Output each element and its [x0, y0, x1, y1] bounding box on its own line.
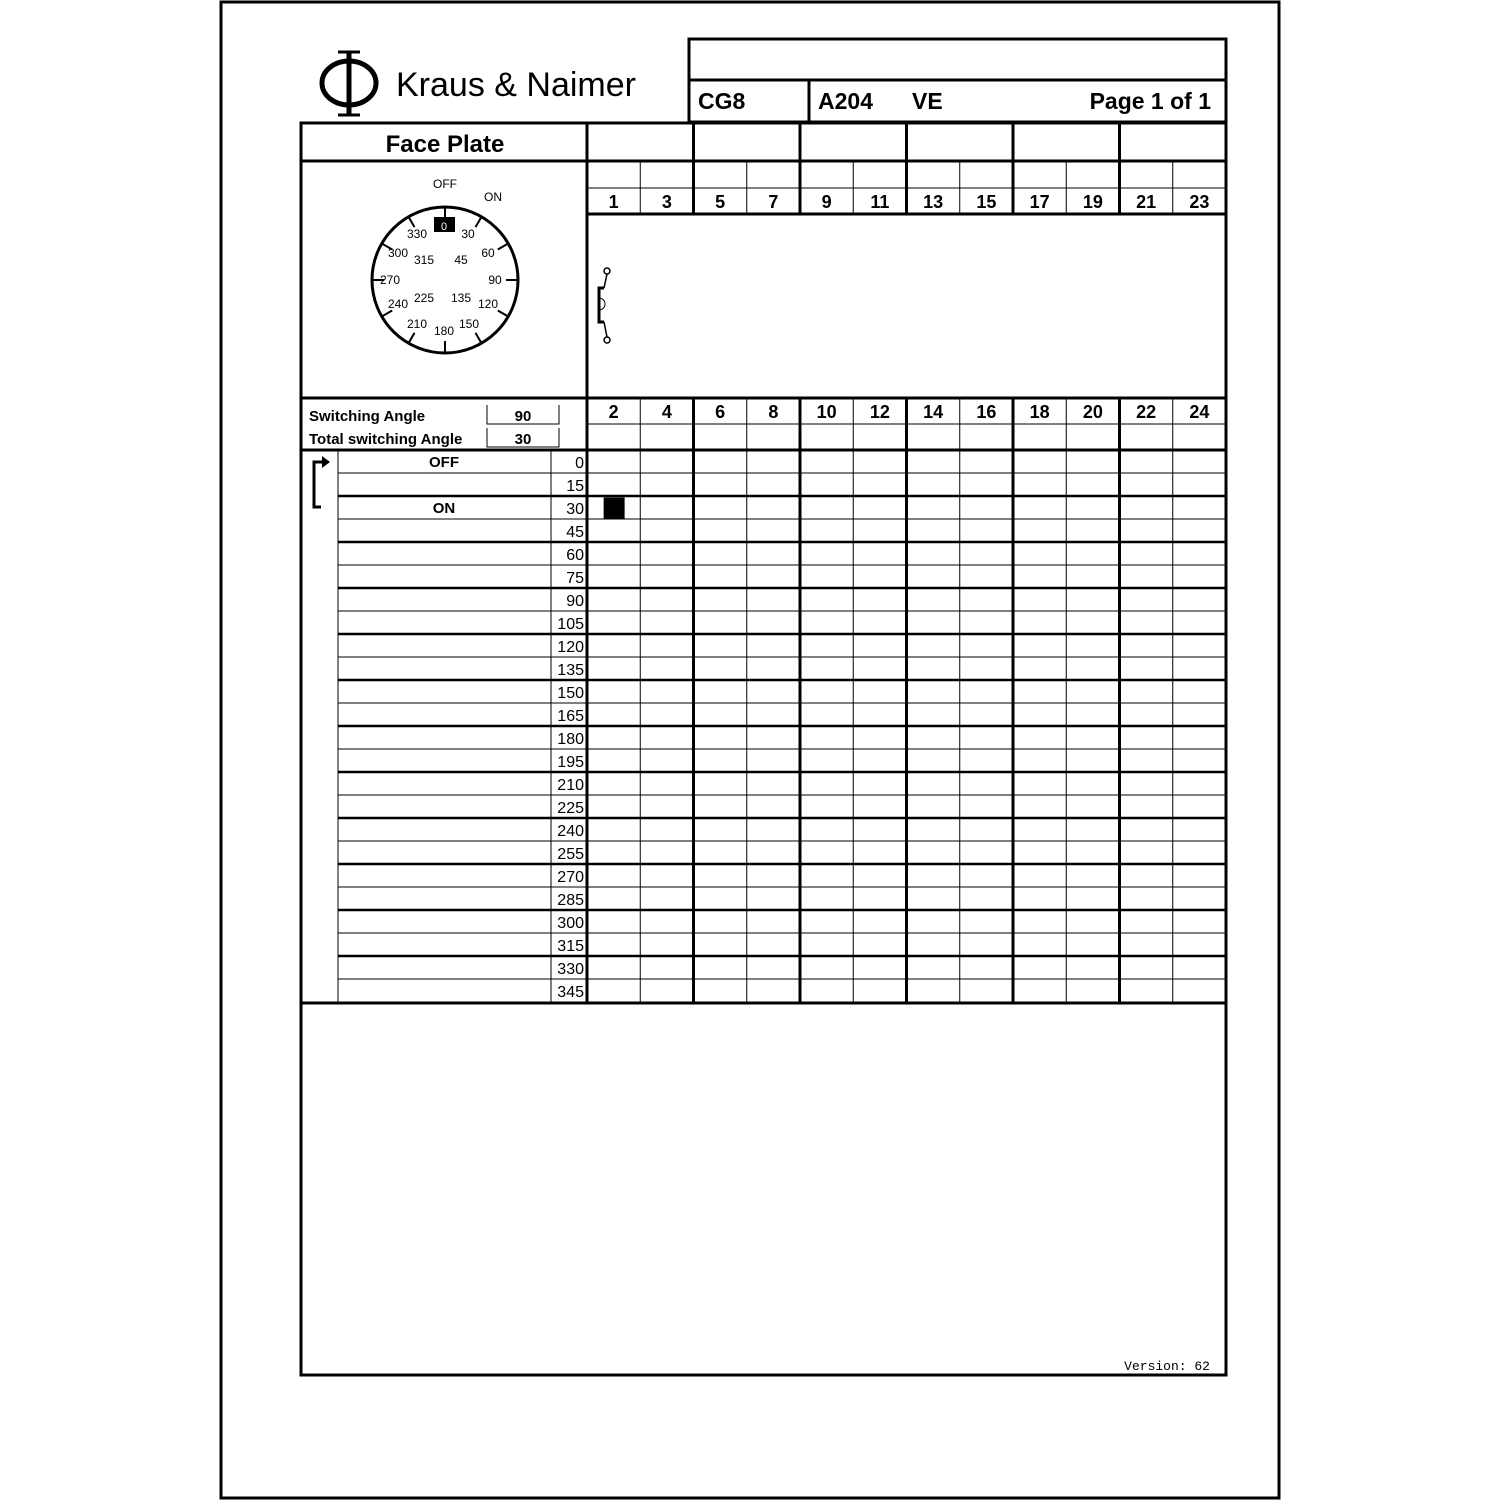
- terminal-number-top: 3: [661, 192, 672, 212]
- dial-label: 135: [450, 291, 472, 305]
- variant-label: VE: [912, 88, 943, 114]
- page-label: Page 1 of 1: [1089, 88, 1211, 114]
- position-angle: 180: [557, 731, 584, 748]
- dial-tick: [498, 311, 508, 317]
- position-angle: 90: [566, 593, 584, 610]
- terminal-number-top: 7: [768, 192, 779, 212]
- terminal-number-top: 11: [870, 192, 890, 212]
- terminal-number-bottom: 16: [976, 402, 997, 422]
- dial-label: 240: [387, 297, 409, 311]
- position-angle: 105: [557, 616, 584, 633]
- terminal-number-top: 23: [1189, 192, 1210, 212]
- position-label: ON: [432, 500, 456, 517]
- dial-label: 270: [379, 273, 401, 287]
- dial-label: 0: [440, 221, 448, 233]
- terminal-number-bottom: 14: [923, 402, 944, 422]
- terminal-number-top: 21: [1136, 192, 1157, 212]
- position-angle: 120: [557, 639, 584, 656]
- type-label: CG8: [698, 88, 746, 114]
- position-angle: 135: [557, 662, 584, 679]
- terminal-number-bottom: 18: [1029, 402, 1050, 422]
- terminal-number-bottom: 8: [768, 402, 779, 422]
- position-angle: 240: [557, 823, 584, 840]
- terminal-number-top: 9: [821, 192, 832, 212]
- terminal-number-top: 5: [715, 192, 726, 212]
- dial-tick: [409, 217, 415, 227]
- dial-tick: [498, 244, 508, 250]
- position-angle: 285: [557, 892, 584, 909]
- position-angle: 315: [557, 938, 584, 955]
- terminal-number-top: 15: [976, 192, 997, 212]
- total-switching-angle-label: Total switching Angle: [309, 431, 463, 448]
- code-label: A204: [818, 88, 873, 114]
- position-angle: 0: [575, 455, 584, 472]
- position-angle: 300: [557, 915, 584, 932]
- dial-label: 210: [406, 317, 428, 331]
- dial-label: 90: [488, 273, 502, 287]
- terminal-number-bottom: 22: [1136, 402, 1157, 422]
- company-logo: [322, 52, 636, 115]
- rotation-direction-icon: [314, 456, 330, 507]
- position-angle: 345: [557, 984, 584, 1001]
- company-name: Kraus & Naimer: [396, 66, 636, 104]
- terminal-number-bottom: 2: [608, 402, 619, 422]
- face-plate-title: Face Plate: [385, 131, 505, 158]
- dial-label: 60: [481, 246, 495, 260]
- dial-label: 180: [433, 324, 455, 338]
- position-angle: 255: [557, 846, 584, 863]
- contact-symbol: [599, 268, 610, 343]
- dial-label: 300: [387, 246, 409, 260]
- position-angle: 75: [566, 570, 584, 587]
- position-angle: 195: [557, 754, 584, 771]
- terminal-number-bottom: 24: [1189, 402, 1210, 422]
- terminal-number-bottom: 20: [1082, 402, 1103, 422]
- position-angle: 330: [557, 961, 584, 978]
- terminal-number-bottom: 4: [661, 402, 672, 422]
- total-switching-angle-value: 30: [514, 431, 532, 448]
- face-plate-dial: [372, 207, 518, 353]
- dial-label: 150: [458, 317, 480, 331]
- dial-label: 45: [454, 253, 468, 267]
- terminal-number-top: 17: [1029, 192, 1050, 212]
- position-angle: 270: [557, 869, 584, 886]
- position-angle: 60: [566, 547, 584, 564]
- position-angle: 45: [566, 524, 584, 541]
- dial-tick: [476, 333, 482, 343]
- closed-contact-mark: [604, 498, 625, 519]
- switching-angle-label: Switching Angle: [309, 408, 426, 425]
- terminal-number-bottom: 6: [715, 402, 726, 422]
- dial-label: 120: [477, 297, 499, 311]
- position-angle: 15: [566, 478, 584, 495]
- dial-label: 30: [461, 227, 475, 241]
- terminal-number-bottom: 10: [816, 402, 837, 422]
- version-label: Version: 62: [1124, 1359, 1210, 1374]
- dial-label: 315: [413, 253, 435, 267]
- position-angle: 150: [557, 685, 584, 702]
- switching-angle-value: 90: [514, 408, 532, 425]
- terminal-number-bottom: 12: [869, 402, 890, 422]
- dial-tick: [382, 311, 392, 317]
- dial-off-label: OFF: [433, 177, 457, 191]
- dial-label: 225: [413, 291, 435, 305]
- position-angle: 30: [566, 501, 584, 518]
- position-angle: 210: [557, 777, 584, 794]
- dial-on-label: ON: [484, 190, 502, 204]
- terminal-number-top: 1: [608, 192, 619, 212]
- position-label: OFF: [429, 454, 459, 471]
- dial-tick: [409, 333, 415, 343]
- position-angle: 165: [557, 708, 584, 725]
- contact-table: [338, 123, 1226, 1002]
- dial-tick: [476, 217, 482, 227]
- position-angle: 225: [557, 800, 584, 817]
- terminal-number-top: 19: [1082, 192, 1103, 212]
- terminal-number-top: 13: [923, 192, 944, 212]
- dial-label: 330: [406, 227, 428, 241]
